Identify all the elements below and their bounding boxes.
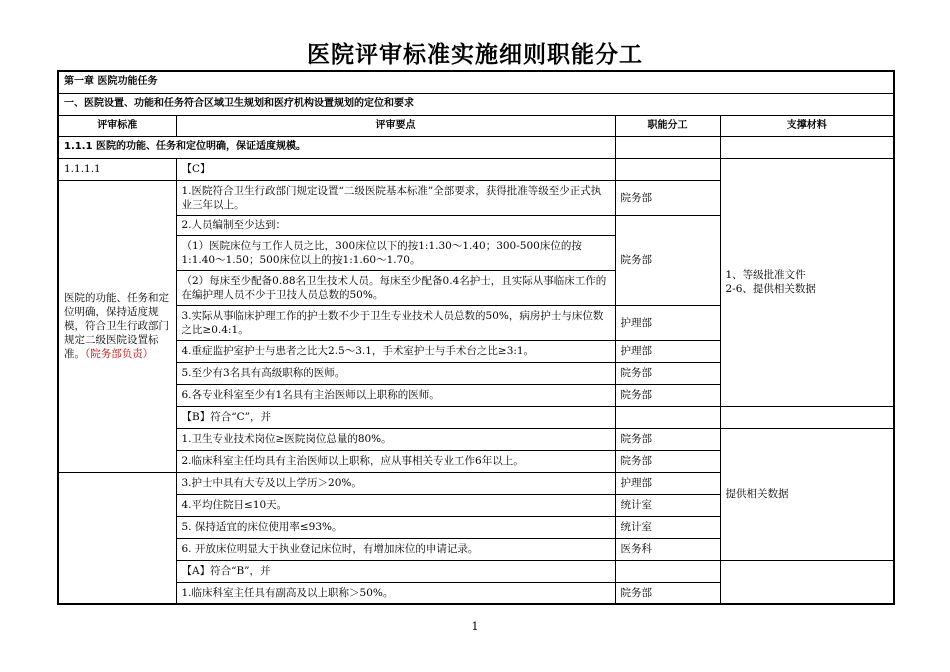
duty-table (57, 70, 895, 605)
header-role: 职能分工 (615, 115, 720, 136)
left-description-text: 医院的功能、任务和定位明确，保持适度规模，符合卫生行政部门规定二级医院设置标准。 (64, 292, 169, 360)
header-standard: 评审标准 (58, 115, 176, 136)
empty-cell (720, 406, 894, 428)
c-point: 6.各专业科室至少有1名具有主治医师以上职称的医师。 (176, 384, 615, 406)
c-point: （2）每床至少配备0.88名卫生技术人员。每床至少配备0.4名护士，且实际从事临床工作的在编护理人员不少于卫技人员总数的50%。 (176, 270, 615, 305)
empty-cell (615, 406, 720, 428)
grade-b-label: 【B】符合“C”，并 (176, 406, 615, 428)
c-point: 1.医院符合卫生行政部门规定设置“二级医院基本标准”全部要求，获得批准等级至少正式执业三年以上。 (176, 180, 615, 215)
c-role: 院务部 (615, 180, 720, 215)
b-role: 统计室 (615, 516, 720, 538)
page-title: 医院评审标准实施细则职能分工 (307, 41, 643, 68)
header-support: 支撑材料 (720, 115, 894, 136)
c-point: 2.人员编制至少达到： (176, 215, 615, 235)
b-point: 3.护士中具有大专及以上学历＞20%。 (176, 472, 615, 494)
c-role: 院务部 (615, 384, 720, 406)
c-point: （1）医院床位与工作人员之比，300床位以下的按1:1.30～1.40；300-500床位的按1:1.40～1.50；500床位以上的按1:1.60～1.70。 (176, 235, 615, 270)
c-role: 护理部 (615, 340, 720, 362)
c-point: 5.至少有3名具有高级职称的医师。 (176, 362, 615, 384)
empty-cell (615, 136, 720, 158)
grade-a-label: 【A】符合“B”，并 (176, 560, 615, 582)
a-role: 院务部 (615, 582, 720, 604)
header-points: 评审要点 (176, 115, 615, 136)
empty-cell (720, 136, 894, 158)
b-role: 院务部 (615, 428, 720, 450)
left-description-owner: （院务部负责） (85, 348, 154, 360)
b-point: 5. 保持适宜的床位使用率≤93%。 (176, 516, 615, 538)
b-role: 护理部 (615, 472, 720, 494)
a-point: 1.临床科室主任具有副高及以上职称＞50%。 (176, 582, 615, 604)
b-role: 统计室 (615, 494, 720, 516)
page-number: 1 (471, 620, 479, 633)
b-point: 6. 开放床位明显大于执业登记床位时，有增加床位的申请记录。 (176, 538, 615, 560)
empty-cell (615, 560, 720, 582)
empty-cell (720, 560, 894, 604)
b-role: 院务部 (615, 450, 720, 472)
c-point: 4.重症监护室护士与患者之比大2.5～3.1，手术室护士与手术台之比≥3:1。 (176, 340, 615, 362)
empty-cell (615, 158, 720, 180)
c-point: 3.实际从事临床护理工作的护士数不少于卫生专业技术人员总数的50%，病房护士与床位数之比≥0.4:1。 (176, 305, 615, 340)
grade-c-label: 【C】 (176, 158, 615, 180)
c-support-2: 2-6、提供相关数据 (725, 283, 816, 295)
left-description (58, 180, 176, 472)
c-role: 院务部 (615, 362, 720, 384)
standard-title: 1.1.1 医院的功能、任务和定位明确，保证适度规模。 (58, 136, 615, 158)
chapter-row: 第一章 医院功能任务 (58, 71, 894, 93)
c-role: 护理部 (615, 305, 720, 340)
b-point: 4.平均住院日≤10天。 (176, 494, 615, 516)
b-support-cell: 提供相关数据 (720, 428, 894, 560)
c-role: 院务部 (615, 215, 720, 305)
b-point: 2.临床科室主任均具有主治医师以上职称，应从事相关专业工作6年以上。 (176, 450, 615, 472)
item-code: 1.1.1.1 (58, 158, 176, 180)
b-role: 医务科 (615, 538, 720, 560)
b-point: 1.卫生专业技术岗位≥医院岗位总量的80%。 (176, 428, 615, 450)
c-support-cell (720, 158, 894, 406)
section-row: 一、医院设置、功能和任务符合区域卫生规划和医疗机构设置规划的定位和要求 (58, 93, 894, 115)
left-empty-cell (58, 472, 176, 604)
c-support-1: 1、等级批准文件 (725, 269, 806, 281)
